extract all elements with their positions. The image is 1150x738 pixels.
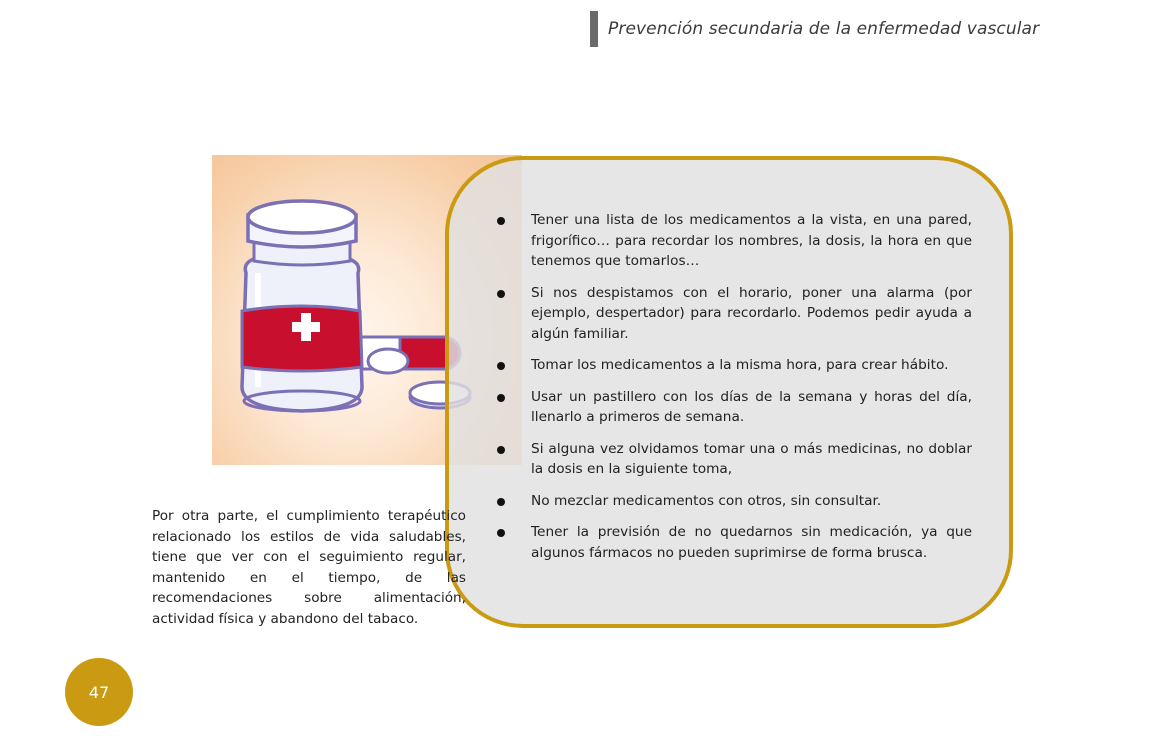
bullet-icon bbox=[497, 394, 505, 402]
tips-list bbox=[497, 210, 972, 574]
bullet-icon bbox=[497, 498, 505, 506]
tip-text: No mezclar medicamentos con otros, sin consultar. bbox=[531, 492, 882, 509]
body-paragraph: Por otra parte, el cumplimiento terapéutico relacionado los estilos de vida saludables, tiene que ver con el seguimiento regular, mantenido en el tiempo, de las recomendaciones sobre alimentación, actividad física y abandono del tabaco. bbox=[152, 508, 466, 627]
page-number-badge bbox=[65, 658, 133, 726]
bullet-icon bbox=[497, 217, 505, 225]
tip-text: Tomar los medicamentos a la misma hora, para crear hábito. bbox=[531, 357, 949, 373]
bullet-icon bbox=[497, 446, 505, 454]
running-header bbox=[590, 10, 1039, 48]
tip-text: Si alguna vez olvidamos tomar una o más medicinas, no doblar la dosis en la siguiente toma, bbox=[531, 440, 972, 477]
tip-text: Tener una lista de los medicamentos a la vista, en una pared, frigorífico… para recordar los nombres, la dosis, la hora en que tenemos que tomarlos… bbox=[531, 212, 972, 269]
tip-text: Si nos despistamos con el horario, poner una alarma (por ejemplo, despertador) para recordarlo. Podemos pedir ayuda a algún familiar. bbox=[531, 284, 972, 342]
page-number: 47 bbox=[88, 682, 110, 702]
list-item bbox=[497, 387, 972, 428]
list-item bbox=[497, 522, 972, 563]
bullet-icon bbox=[497, 529, 505, 537]
bullet-icon bbox=[497, 290, 505, 298]
header-title: Prevención secundaria de la enfermedad vascular bbox=[608, 19, 1040, 39]
bullet-icon bbox=[497, 362, 505, 370]
tip-text: Tener la previsión de no quedarnos sin medicación, ya que algunos fármacos no pueden suprimirse de forma brusca. bbox=[531, 524, 972, 561]
list-item bbox=[497, 491, 972, 512]
tip-text: Usar un pastillero con los días de la semana y horas del día, llenarlo a primeros de semana. bbox=[531, 388, 972, 425]
header-bar bbox=[590, 11, 598, 47]
list-item bbox=[497, 283, 972, 345]
list-item bbox=[497, 355, 972, 376]
list-item bbox=[497, 210, 972, 272]
list-item bbox=[497, 439, 972, 480]
bottle-icon bbox=[242, 201, 362, 411]
